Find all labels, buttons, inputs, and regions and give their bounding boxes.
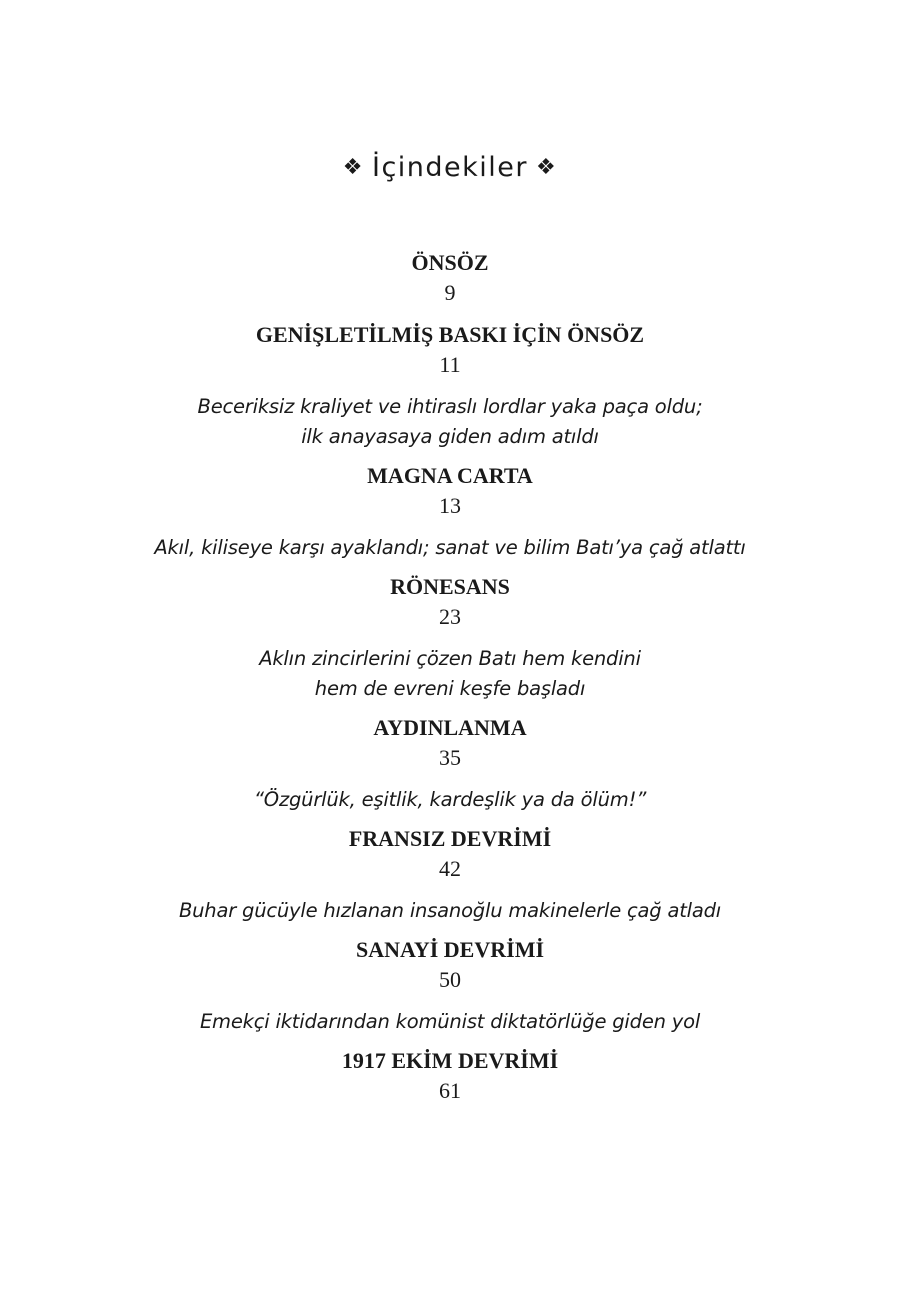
description-line: Buhar gücüyle hızlanan insanoğlu makinelerle çağ atladı xyxy=(178,899,722,922)
entry-title: MAGNA CARTA xyxy=(367,463,533,488)
entry-description xyxy=(0,1007,900,1037)
description-line: Emekçi iktidarından komünist diktatörlüğe giden yol xyxy=(199,1010,701,1033)
entry-description xyxy=(0,392,900,452)
table-of-contents xyxy=(0,248,900,1106)
entry-title: RÖNESANS xyxy=(390,574,510,599)
entry-page-number: 35 xyxy=(439,745,461,770)
contents-heading xyxy=(0,148,900,188)
entry-title: GENİŞLETİLMİŞ BASKI İÇİN ÖNSÖZ xyxy=(255,322,645,347)
entry-title: AYDINLANMA xyxy=(373,715,527,740)
entry-description xyxy=(0,533,900,563)
contents-title: İçindekiler xyxy=(371,152,529,183)
description-line: ilk anayasaya giden adım atıldı xyxy=(301,425,599,448)
entry-title: SANAYİ DEVRİMİ xyxy=(355,937,545,962)
diamond-ornament-icon: ❖ xyxy=(342,155,364,180)
entry-description xyxy=(0,896,900,926)
diamond-ornament-icon: ❖ xyxy=(536,155,558,180)
entry-description xyxy=(0,644,900,704)
description-line: Beceriksiz kraliyet ve ihtiraslı lordlar yaka paça oldu; xyxy=(197,395,703,418)
entry-page-number: 13 xyxy=(439,493,461,518)
toc-entry-ronesans[interactable] xyxy=(0,533,900,632)
toc-entry-onsoz[interactable] xyxy=(0,248,900,308)
entry-title: 1917 EKİM DEVRİMİ xyxy=(341,1048,559,1073)
toc-entry-magna-carta[interactable] xyxy=(0,392,900,521)
entry-page-number: 61 xyxy=(439,1078,461,1103)
entry-title: FRANSIZ DEVRİMİ xyxy=(348,826,552,851)
toc-entry-aydinlanma[interactable] xyxy=(0,644,900,773)
toc-entry-genisletilmis-onsoz[interactable] xyxy=(0,320,900,380)
description-line: hem de evreni keşfe başladı xyxy=(314,677,586,700)
toc-entry-sanayi-devrimi[interactable] xyxy=(0,896,900,995)
entry-description xyxy=(0,785,900,815)
entry-page-number: 11 xyxy=(439,352,461,377)
entry-title: ÖNSÖZ xyxy=(411,250,489,275)
description-line: Aklın zincirlerini çözen Batı hem kendini xyxy=(259,647,641,670)
description-line: “Özgürlük, eşitlik, kardeşlik ya da ölüm!” xyxy=(253,788,647,811)
description-line: Akıl, kiliseye karşı ayaklandı; sanat ve bilim Batı’ya çağ atlattı xyxy=(154,536,746,559)
entry-page-number: 9 xyxy=(444,280,456,305)
toc-entry-fransiz-devrimi[interactable] xyxy=(0,785,900,884)
toc-entry-ekim-devrimi[interactable] xyxy=(0,1007,900,1106)
entry-page-number: 23 xyxy=(439,604,461,629)
entry-page-number: 42 xyxy=(439,856,461,881)
entry-page-number: 50 xyxy=(439,967,461,992)
